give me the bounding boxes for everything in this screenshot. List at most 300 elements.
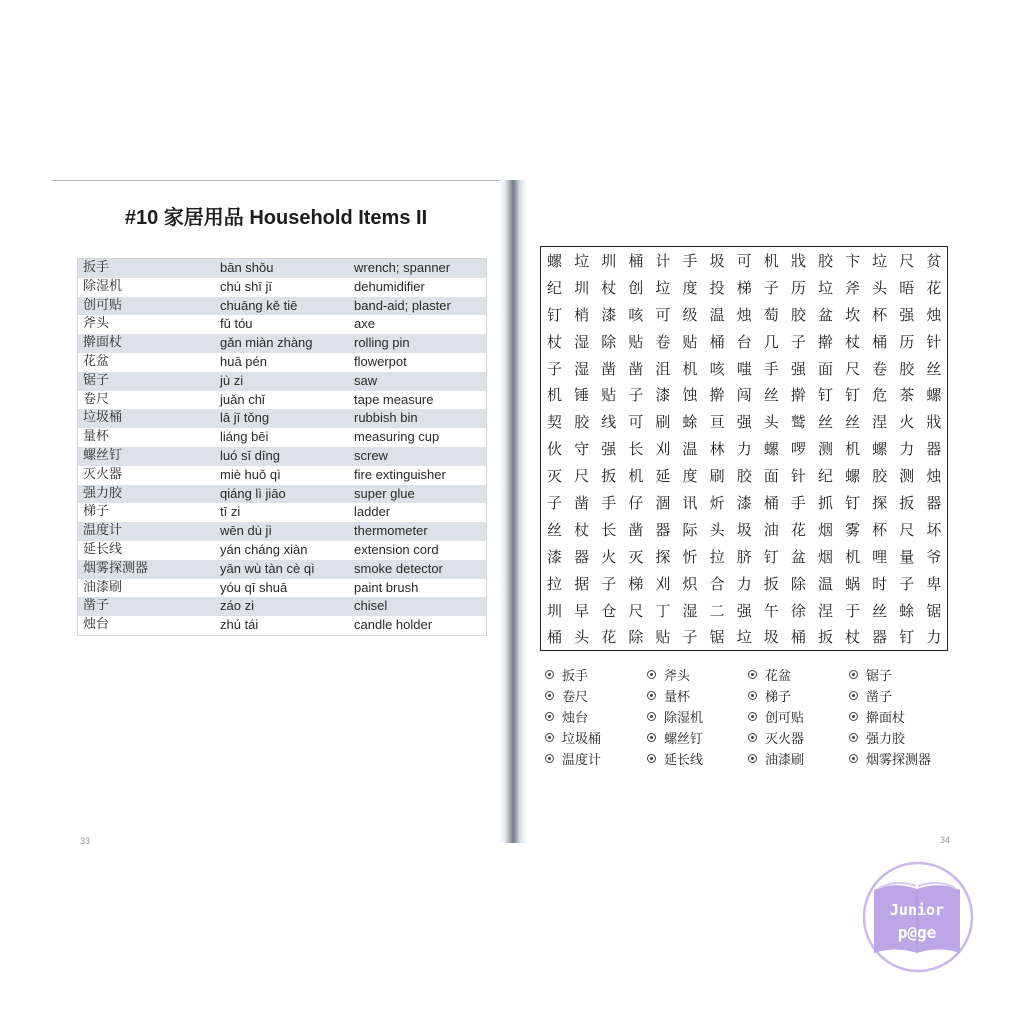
word-list-label: 卷尺 bbox=[562, 690, 589, 705]
vocab-pinyin: chuāng kě tiē bbox=[220, 297, 298, 313]
grid-cell: 守 bbox=[574, 440, 590, 459]
word-list-item bbox=[849, 685, 892, 706]
grid-cell: 机 bbox=[628, 467, 644, 486]
grid-cell: 强 bbox=[736, 601, 752, 620]
vocab-pinyin: yān wù tàn cè qì bbox=[220, 560, 315, 576]
grid-cell: 垃 bbox=[736, 628, 752, 647]
word-list-item bbox=[849, 706, 905, 727]
grid-cell: 力 bbox=[926, 628, 942, 647]
vocab-hanzi: 灭火器 bbox=[83, 466, 123, 482]
grid-cell: 涸 bbox=[655, 493, 671, 512]
word-list-label: 烛台 bbox=[562, 711, 589, 726]
word-list-label: 强力胶 bbox=[866, 732, 906, 747]
grid-cell: 炽 bbox=[682, 574, 698, 593]
grid-cell: 鹫 bbox=[790, 413, 806, 432]
grid-cell: 爷 bbox=[926, 547, 942, 566]
grid-cell: 湿 bbox=[574, 332, 590, 351]
grid-cell: 桶 bbox=[628, 251, 644, 270]
vocab-english: ladder bbox=[354, 504, 391, 520]
word-list-item bbox=[849, 748, 931, 769]
grid-cell: 器 bbox=[926, 493, 942, 512]
grid-cell: 钉 bbox=[845, 493, 861, 512]
grid-cell: 历 bbox=[899, 332, 915, 351]
word-list-label: 梯子 bbox=[765, 690, 792, 705]
grid-cell: 烛 bbox=[736, 305, 752, 324]
grid-cell: 丝 bbox=[547, 520, 563, 539]
word-list-item bbox=[545, 685, 588, 706]
grid-cell: 拉 bbox=[709, 547, 725, 566]
vocab-english: rolling pin bbox=[354, 335, 410, 351]
grid-cell: 锤 bbox=[574, 386, 590, 405]
circle-dot-icon bbox=[647, 670, 656, 679]
grid-cell: 子 bbox=[682, 628, 698, 647]
grid-cell: 刷 bbox=[709, 467, 725, 486]
grid-cell: 度 bbox=[682, 467, 698, 486]
vocab-hanzi: 锯子 bbox=[83, 372, 110, 388]
grid-cell: 啰 bbox=[790, 440, 806, 459]
vocab-pinyin: fǔ tóu bbox=[220, 316, 253, 332]
grid-cell: 螺 bbox=[763, 440, 779, 459]
logo-text-line1: Junior bbox=[889, 901, 945, 919]
word-list-label: 除湿机 bbox=[664, 711, 704, 726]
word-list-label: 锯子 bbox=[866, 669, 893, 684]
page-number-right: 34 bbox=[940, 835, 951, 845]
grid-cell: 面 bbox=[763, 467, 779, 486]
grid-cell: 强 bbox=[790, 359, 806, 378]
grid-cell: 花 bbox=[926, 278, 942, 297]
grid-cell: 钉 bbox=[899, 628, 915, 647]
grid-cell: 圳 bbox=[547, 601, 563, 620]
grid-cell: 级 bbox=[682, 305, 698, 324]
grid-cell: 于 bbox=[845, 601, 861, 620]
grid-cell: 温 bbox=[817, 574, 833, 593]
junior-page-logo bbox=[861, 860, 975, 974]
grid-cell: 丝 bbox=[763, 386, 779, 405]
grid-cell: 头 bbox=[763, 413, 779, 432]
grid-cell: 可 bbox=[736, 251, 752, 270]
grid-cell: 尺 bbox=[845, 359, 861, 378]
grid-cell: 胶 bbox=[736, 467, 752, 486]
circle-dot-icon bbox=[647, 754, 656, 763]
grid-cell: 子 bbox=[628, 386, 644, 405]
grid-cell: 长 bbox=[601, 520, 617, 539]
grid-cell: 际 bbox=[682, 520, 698, 539]
grid-cell: 机 bbox=[547, 386, 563, 405]
grid-cell: 器 bbox=[574, 547, 590, 566]
book-spine bbox=[498, 180, 528, 843]
grid-cell: 火 bbox=[899, 413, 915, 432]
left-page bbox=[52, 180, 500, 844]
grid-cell: 脐 bbox=[736, 547, 752, 566]
word-list-item bbox=[748, 664, 791, 685]
grid-cell: 坎 bbox=[845, 305, 861, 324]
grid-cell: 强 bbox=[601, 440, 617, 459]
grid-cell: 探 bbox=[872, 493, 888, 512]
vocab-hanzi: 延长线 bbox=[83, 541, 123, 557]
grid-cell: 凿 bbox=[574, 493, 590, 512]
grid-cell: 漆 bbox=[601, 305, 617, 324]
grid-cell: 火 bbox=[601, 547, 617, 566]
grid-cell: 螺 bbox=[845, 467, 861, 486]
vocab-english: chisel bbox=[354, 598, 388, 614]
grid-cell: 圾 bbox=[736, 520, 752, 539]
word-list-label: 量杯 bbox=[664, 690, 691, 705]
word-list-item bbox=[647, 706, 703, 727]
grid-cell: 咳 bbox=[628, 305, 644, 324]
grid-cell: 炘 bbox=[709, 493, 725, 512]
vocabulary-table bbox=[77, 258, 487, 636]
grid-cell: 涅 bbox=[817, 601, 833, 620]
vocabulary-row bbox=[78, 485, 486, 504]
grid-cell: 扳 bbox=[817, 628, 833, 647]
vocabulary-row bbox=[78, 353, 486, 372]
grid-cell: 盆 bbox=[790, 547, 806, 566]
grid-cell: 卞 bbox=[845, 251, 861, 270]
vocabulary-row bbox=[78, 447, 486, 466]
grid-cell: 子 bbox=[547, 493, 563, 512]
word-list-item bbox=[748, 706, 804, 727]
grid-cell: 机 bbox=[845, 547, 861, 566]
vocab-hanzi: 螺丝钉 bbox=[83, 447, 123, 463]
grid-cell: 杖 bbox=[547, 332, 563, 351]
grid-cell: 烛 bbox=[926, 305, 942, 324]
grid-cell: 圳 bbox=[601, 251, 617, 270]
grid-cell: 丝 bbox=[817, 413, 833, 432]
vocabulary-row bbox=[78, 616, 486, 635]
grid-cell: 花 bbox=[790, 520, 806, 539]
circle-dot-icon bbox=[545, 691, 554, 700]
grid-cell: 子 bbox=[601, 574, 617, 593]
grid-cell: 擀 bbox=[790, 386, 806, 405]
grid-cell: 贫 bbox=[926, 251, 942, 270]
grid-cell: 擀 bbox=[817, 332, 833, 351]
circle-dot-icon bbox=[545, 733, 554, 742]
word-list-item bbox=[748, 685, 791, 706]
vocabulary-row bbox=[78, 315, 486, 334]
grid-cell: 杖 bbox=[601, 278, 617, 297]
grid-cell: 子 bbox=[547, 359, 563, 378]
grid-cell: 桶 bbox=[763, 493, 779, 512]
vocab-english: measuring cup bbox=[354, 429, 440, 445]
grid-cell: 仓 bbox=[601, 601, 617, 620]
grid-cell: 卷 bbox=[872, 359, 888, 378]
grid-cell: 尺 bbox=[574, 467, 590, 486]
grid-cell: 钉 bbox=[547, 305, 563, 324]
grid-cell: 蜍 bbox=[899, 601, 915, 620]
grid-cell: 嗤 bbox=[736, 359, 752, 378]
vocab-pinyin: bān shǒu bbox=[220, 260, 274, 275]
grid-cell: 戕 bbox=[926, 413, 942, 432]
word-list-item bbox=[748, 748, 804, 769]
grid-cell: 面 bbox=[817, 359, 833, 378]
grid-cell: 钉 bbox=[763, 547, 779, 566]
vocab-hanzi: 斧头 bbox=[83, 316, 110, 332]
vocab-hanzi: 花盆 bbox=[83, 353, 110, 369]
grid-cell: 测 bbox=[817, 440, 833, 459]
grid-cell: 手 bbox=[682, 251, 698, 270]
vocab-hanzi: 垃圾桶 bbox=[83, 410, 123, 426]
grid-cell: 桶 bbox=[872, 332, 888, 351]
grid-cell: 器 bbox=[872, 628, 888, 647]
grid-cell: 贴 bbox=[655, 628, 671, 647]
circle-dot-icon bbox=[647, 733, 656, 742]
grid-cell: 温 bbox=[709, 305, 725, 324]
grid-cell: 除 bbox=[601, 332, 617, 351]
grid-cell: 器 bbox=[655, 520, 671, 539]
grid-cell: 刈 bbox=[655, 574, 671, 593]
grid-cell: 线 bbox=[601, 413, 617, 432]
grid-cell: 力 bbox=[736, 574, 752, 593]
word-list-item bbox=[545, 664, 588, 685]
grid-cell: 量 bbox=[899, 547, 915, 566]
grid-cell: 胶 bbox=[872, 467, 888, 486]
grid-cell: 杯 bbox=[872, 305, 888, 324]
grid-cell: 危 bbox=[872, 386, 888, 405]
grid-cell: 锯 bbox=[709, 628, 725, 647]
circle-dot-icon bbox=[849, 670, 858, 679]
grid-cell: 垃 bbox=[574, 251, 590, 270]
grid-cell: 扳 bbox=[763, 574, 779, 593]
grid-cell: 扳 bbox=[899, 493, 915, 512]
vocab-english: paint brush bbox=[354, 579, 419, 595]
word-list-label: 温度计 bbox=[562, 753, 602, 768]
grid-cell: 机 bbox=[763, 251, 779, 270]
grid-cell: 纪 bbox=[817, 467, 833, 486]
circle-dot-icon bbox=[849, 691, 858, 700]
vocabulary-row bbox=[78, 334, 486, 353]
grid-cell: 头 bbox=[574, 628, 590, 647]
grid-cell: 梯 bbox=[628, 574, 644, 593]
vocab-pinyin: záo zi bbox=[220, 598, 254, 614]
vocab-english: smoke detector bbox=[354, 560, 443, 576]
grid-cell: 头 bbox=[872, 278, 888, 297]
vocab-english: thermometer bbox=[354, 523, 428, 539]
grid-cell: 烟 bbox=[817, 547, 833, 566]
circle-dot-icon bbox=[545, 670, 554, 679]
grid-cell: 杖 bbox=[845, 628, 861, 647]
grid-cell: 蜍 bbox=[682, 413, 698, 432]
vocab-hanzi: 强力胶 bbox=[83, 485, 123, 501]
grid-cell: 油 bbox=[763, 520, 779, 539]
grid-cell: 强 bbox=[899, 305, 915, 324]
circle-dot-icon bbox=[748, 712, 757, 721]
grid-cell: 杖 bbox=[574, 520, 590, 539]
word-list-item bbox=[849, 727, 905, 748]
grid-cell: 计 bbox=[655, 251, 671, 270]
word-list-label: 延长线 bbox=[664, 753, 704, 768]
circle-dot-icon bbox=[647, 712, 656, 721]
grid-cell: 早 bbox=[574, 601, 590, 620]
grid-cell: 胶 bbox=[899, 359, 915, 378]
vocab-pinyin: qiáng lì jiāo bbox=[220, 485, 286, 501]
vocab-pinyin: jù zi bbox=[220, 372, 244, 388]
grid-cell: 子 bbox=[763, 278, 779, 297]
grid-cell: 丝 bbox=[845, 413, 861, 432]
grid-cell: 探 bbox=[655, 547, 671, 566]
grid-cell: 除 bbox=[628, 628, 644, 647]
vocab-english: dehumidifier bbox=[354, 278, 425, 294]
vocabulary-row bbox=[78, 428, 486, 447]
grid-cell: 纪 bbox=[547, 278, 563, 297]
grid-cell: 垃 bbox=[872, 251, 888, 270]
grid-cell: 戕 bbox=[790, 251, 806, 270]
grid-cell: 胶 bbox=[790, 305, 806, 324]
vocabulary-row bbox=[78, 409, 486, 428]
word-search-grid bbox=[540, 246, 948, 651]
grid-cell: 测 bbox=[899, 467, 915, 486]
vocab-hanzi: 梯子 bbox=[83, 504, 110, 520]
grid-cell: 垃 bbox=[655, 278, 671, 297]
word-list-label: 花盆 bbox=[765, 669, 792, 684]
grid-cell: 子 bbox=[899, 574, 915, 593]
vocab-hanzi: 温度计 bbox=[83, 523, 123, 539]
grid-cell: 卑 bbox=[926, 574, 942, 593]
word-list-item bbox=[545, 706, 588, 727]
vocab-pinyin: yóu qī shuā bbox=[220, 579, 288, 595]
grid-cell: 钉 bbox=[845, 386, 861, 405]
vocab-hanzi: 卷尺 bbox=[83, 391, 110, 407]
vocab-hanzi: 油漆刷 bbox=[83, 579, 123, 595]
grid-cell: 擀 bbox=[709, 386, 725, 405]
grid-cell: 花 bbox=[601, 628, 617, 647]
grid-cell: 度 bbox=[682, 278, 698, 297]
word-list-label: 凿子 bbox=[866, 690, 893, 705]
grid-cell: 螺 bbox=[547, 251, 563, 270]
grid-cell: 螺 bbox=[926, 386, 942, 405]
word-list-item bbox=[647, 664, 690, 685]
vocab-hanzi: 扳手 bbox=[83, 260, 110, 275]
word-list-item bbox=[647, 685, 690, 706]
grid-cell: 力 bbox=[899, 440, 915, 459]
grid-cell: 坏 bbox=[926, 520, 942, 539]
grid-cell: 徐 bbox=[790, 601, 806, 620]
grid-cell: 几 bbox=[763, 332, 779, 351]
grid-cell: 斧 bbox=[845, 278, 861, 297]
word-list-label: 垃圾桶 bbox=[562, 732, 602, 747]
vocab-english: extension cord bbox=[354, 541, 439, 557]
grid-cell: 亘 bbox=[709, 413, 725, 432]
vocab-pinyin: tī zi bbox=[220, 504, 241, 520]
grid-cell: 圾 bbox=[709, 251, 725, 270]
grid-cell: 蚀 bbox=[682, 386, 698, 405]
grid-cell: 锯 bbox=[926, 601, 942, 620]
vocabulary-row bbox=[78, 278, 486, 297]
logo-text-line2: p@ge bbox=[897, 923, 937, 942]
grid-cell: 据 bbox=[574, 574, 590, 593]
grid-cell: 晤 bbox=[899, 278, 915, 297]
vocab-pinyin: lā jī tǒng bbox=[220, 410, 270, 426]
grid-cell: 强 bbox=[736, 413, 752, 432]
grid-cell: 涅 bbox=[872, 413, 888, 432]
grid-cell: 刈 bbox=[655, 440, 671, 459]
vocab-pinyin: yán cháng xiàn bbox=[220, 541, 308, 557]
circle-dot-icon bbox=[748, 733, 757, 742]
word-list-label: 油漆刷 bbox=[765, 753, 805, 768]
vocabulary-row bbox=[78, 297, 486, 316]
vocab-pinyin: chú shī jī bbox=[220, 278, 273, 294]
grid-cell: 胶 bbox=[574, 413, 590, 432]
grid-cell: 力 bbox=[736, 440, 752, 459]
grid-cell: 闯 bbox=[736, 386, 752, 405]
grid-cell: 忻 bbox=[682, 547, 698, 566]
vocabulary-row bbox=[78, 597, 486, 616]
grid-cell: 投 bbox=[709, 278, 725, 297]
vocab-pinyin: juǎn chǐ bbox=[220, 391, 265, 407]
vocabulary-row bbox=[78, 259, 486, 278]
grid-cell: 哩 bbox=[872, 547, 888, 566]
grid-cell: 除 bbox=[790, 574, 806, 593]
grid-cell: 桶 bbox=[709, 332, 725, 351]
circle-dot-icon bbox=[647, 691, 656, 700]
vocabulary-row bbox=[78, 560, 486, 579]
vocab-pinyin: miè huǒ qì bbox=[220, 466, 281, 482]
vocab-pinyin: gǎn miàn zhàng bbox=[220, 335, 313, 351]
grid-cell: 伙 bbox=[547, 440, 563, 459]
grid-cell: 杖 bbox=[845, 332, 861, 351]
grid-cell: 历 bbox=[790, 278, 806, 297]
grid-cell: 温 bbox=[682, 440, 698, 459]
circle-dot-icon bbox=[849, 733, 858, 742]
grid-cell: 子 bbox=[790, 332, 806, 351]
grid-cell: 尺 bbox=[899, 520, 915, 539]
grid-cell: 器 bbox=[926, 440, 942, 459]
grid-cell: 桶 bbox=[790, 628, 806, 647]
vocab-pinyin: luó sī dīng bbox=[220, 447, 280, 463]
word-list-label: 灭火器 bbox=[765, 732, 805, 747]
grid-cell: 胶 bbox=[817, 251, 833, 270]
grid-cell: 丝 bbox=[872, 601, 888, 620]
circle-dot-icon bbox=[748, 691, 757, 700]
grid-cell: 尺 bbox=[899, 251, 915, 270]
grid-cell: 合 bbox=[709, 574, 725, 593]
grid-cell: 手 bbox=[790, 493, 806, 512]
word-list bbox=[526, 664, 975, 774]
vocab-hanzi: 烟雾探测器 bbox=[83, 560, 149, 576]
vocab-english: candle holder bbox=[354, 617, 433, 633]
grid-cell: 针 bbox=[790, 467, 806, 486]
vocab-english: band-aid; plaster bbox=[354, 297, 451, 313]
page-title: #10 家居用品 Household Items II bbox=[124, 207, 428, 229]
grid-cell: 午 bbox=[763, 601, 779, 620]
grid-cell: 灭 bbox=[628, 547, 644, 566]
grid-cell: 刷 bbox=[655, 413, 671, 432]
grid-cell: 烛 bbox=[926, 467, 942, 486]
word-list-label: 创可贴 bbox=[765, 711, 805, 726]
grid-cell: 可 bbox=[655, 305, 671, 324]
grid-cell: 机 bbox=[682, 359, 698, 378]
vocab-hanzi: 除湿机 bbox=[83, 278, 123, 294]
word-list-label: 斧头 bbox=[664, 669, 691, 684]
grid-cell: 漆 bbox=[547, 547, 563, 566]
word-list-label: 扳手 bbox=[562, 669, 589, 684]
grid-cell: 茶 bbox=[899, 386, 915, 405]
vocab-english: saw bbox=[354, 372, 378, 388]
vocabulary-row bbox=[78, 466, 486, 485]
grid-cell: 林 bbox=[709, 440, 725, 459]
grid-cell: 灭 bbox=[547, 467, 563, 486]
grid-cell: 钉 bbox=[817, 386, 833, 405]
vocabulary-row bbox=[78, 579, 486, 598]
grid-cell: 蜗 bbox=[845, 574, 861, 593]
word-list-label: 擀面杖 bbox=[866, 711, 906, 726]
vocab-english: screw bbox=[354, 447, 388, 463]
grid-cell: 烟 bbox=[817, 520, 833, 539]
grid-cell: 丁 bbox=[655, 601, 671, 620]
grid-cell: 二 bbox=[709, 601, 725, 620]
vocab-pinyin: zhú tái bbox=[220, 617, 259, 633]
circle-dot-icon bbox=[748, 754, 757, 763]
grid-cell: 垃 bbox=[817, 278, 833, 297]
